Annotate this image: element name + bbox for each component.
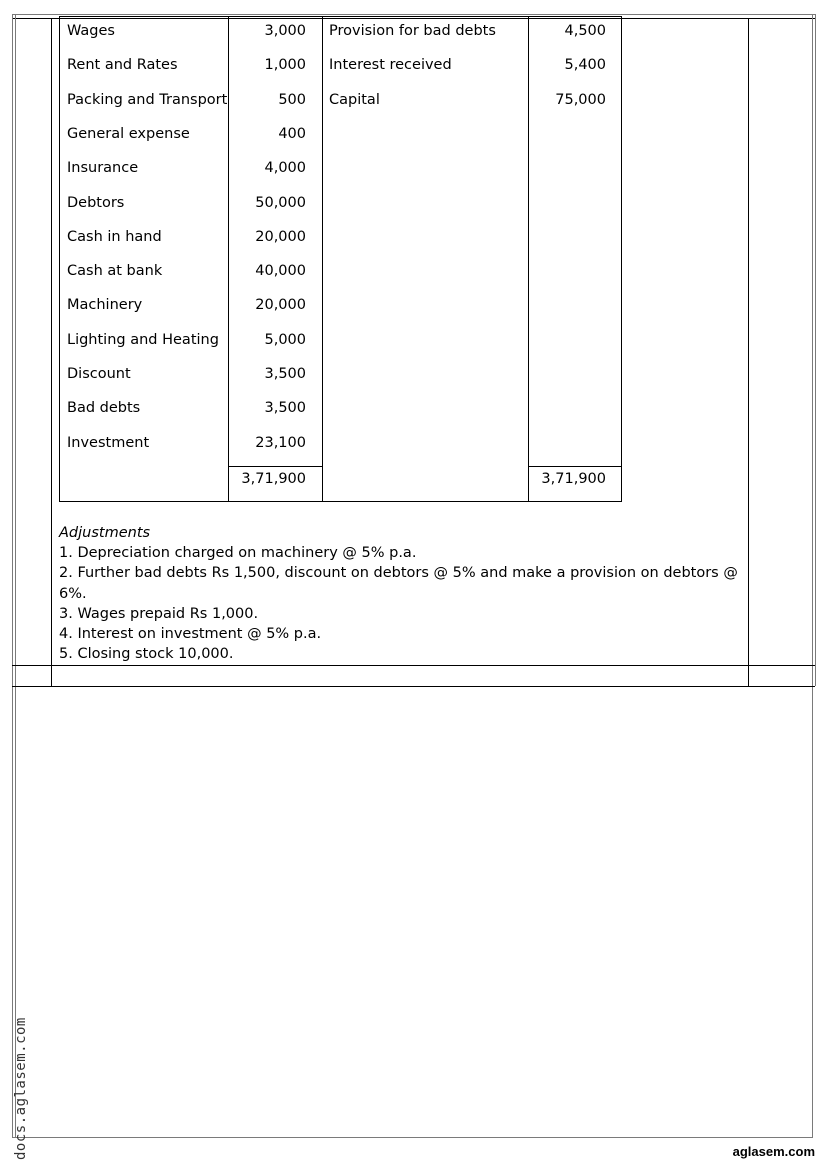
- debit-row-label: Machinery: [67, 297, 143, 314]
- frame-left-line-inner: [15, 14, 16, 1138]
- debit-row-amount: 1,000: [264, 57, 306, 74]
- adjustment-item: 4. Interest on investment @ 5% p.a.: [59, 626, 322, 643]
- debit-row-amount: 3,500: [264, 400, 306, 417]
- adjustment-item: 1. Depreciation charged on machinery @ 5% p.a.: [59, 545, 417, 562]
- debit-row-amount: 40,000: [255, 263, 306, 280]
- credit-row-amount: 4,500: [564, 23, 606, 39]
- column-divider-left: [51, 18, 52, 686]
- debit-total: 3,71,900: [241, 471, 306, 487]
- adjustments-block: [59, 523, 759, 664]
- debit-row-label: Wages: [67, 23, 115, 39]
- row-divider-2: [12, 686, 815, 687]
- debit-row-amount: 20,000: [255, 228, 306, 245]
- debit-row-amount: 400: [278, 125, 306, 142]
- brand-text: aglasem.com: [732, 1144, 815, 1159]
- col-line-2: [322, 17, 323, 501]
- debit-row-amount: 5,000: [264, 331, 306, 348]
- debit-row-label: Packing and Transport: [67, 91, 228, 108]
- credit-row-amount: 5,400: [564, 57, 606, 74]
- debit-row-amount: 50,000: [255, 194, 306, 211]
- debit-row-label: Cash at bank: [67, 263, 163, 280]
- total-line-debit: [228, 466, 322, 467]
- debit-row-amount: 3,000: [264, 23, 306, 39]
- credit-row-amount: 75,000: [555, 91, 606, 108]
- adjustment-item: 5. Closing stock 10,000.: [59, 646, 234, 663]
- watermark-text: docs.aglasem.com: [13, 1017, 29, 1160]
- credit-row-label: Interest received: [329, 57, 452, 74]
- col-line-1: [228, 17, 229, 501]
- credit-total: 3,71,900: [541, 471, 606, 487]
- debit-row-label: Lighting and Heating: [67, 331, 219, 348]
- debit-row-label: Cash in hand: [67, 228, 162, 245]
- debit-row-label: Investment: [67, 434, 150, 451]
- debit-row-amount: 4,000: [264, 160, 306, 177]
- credit-row-label: Provision for bad debts: [329, 23, 496, 39]
- debit-row-label: General expense: [67, 125, 190, 142]
- debit-row-label: Insurance: [67, 160, 139, 177]
- debit-row-label: Debtors: [67, 194, 125, 211]
- debit-row-amount: 500: [278, 91, 306, 108]
- frame-right-line-outer: [815, 14, 816, 686]
- debit-row-amount: 20,000: [255, 297, 306, 314]
- debit-row-label: Discount: [67, 366, 131, 382]
- debit-row-amount: 23,100: [255, 434, 306, 451]
- adjustment-item: 2. Further bad debts Rs 1,500, discount on debtors @ 5% and make a provision on debtors @ 6%.: [59, 565, 738, 602]
- row-divider-1: [12, 665, 815, 666]
- frame-right-line: [812, 14, 813, 1138]
- frame-top-line: [12, 14, 815, 15]
- adjustment-item: 3. Wages prepaid Rs 1,000.: [59, 605, 259, 622]
- frame-bottom-line: [12, 1137, 813, 1138]
- frame-left-line: [12, 14, 13, 1138]
- col-line-3: [528, 17, 529, 501]
- trial-balance-table: [59, 16, 622, 502]
- adjustments-heading: Adjustments: [59, 525, 151, 541]
- debit-row-amount: 3,500: [264, 366, 306, 382]
- debit-row-label: Bad debts: [67, 400, 141, 417]
- credit-row-label: Capital: [329, 91, 380, 108]
- total-line-credit: [528, 466, 621, 467]
- debit-row-label: Rent and Rates: [67, 57, 178, 74]
